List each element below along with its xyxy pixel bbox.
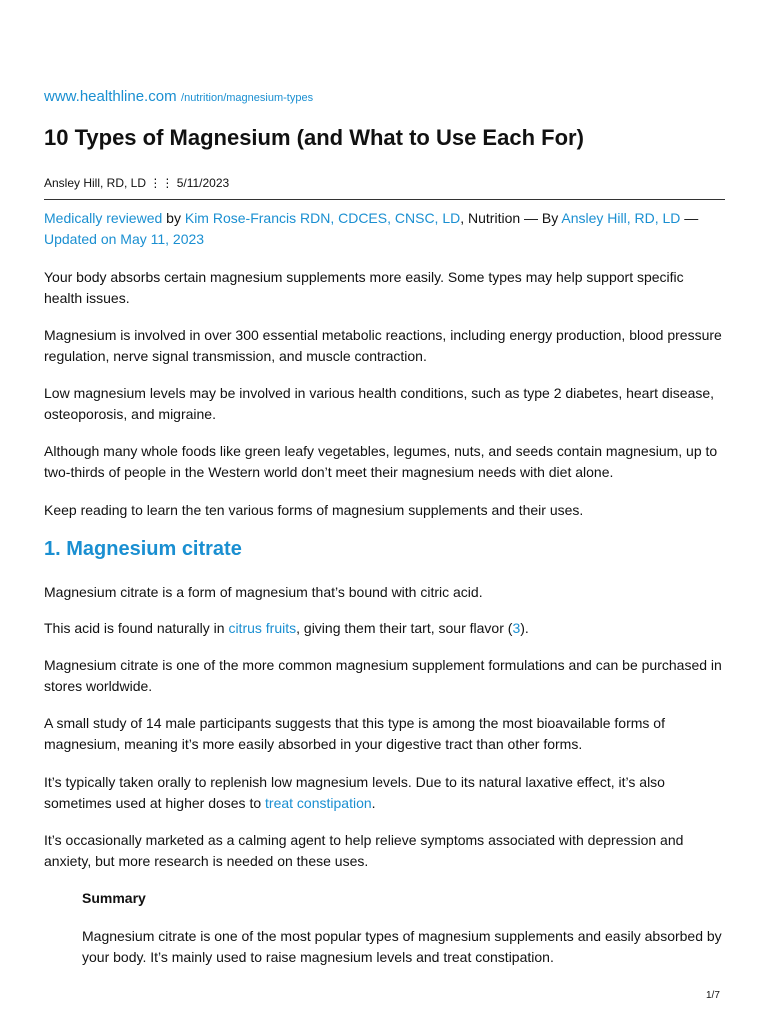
p2-text-mid: , giving them their tart, sour flavor ( (296, 620, 513, 636)
section-paragraph: Magnesium citrate is a form of magnesium that’s bound with citric acid. (44, 584, 483, 600)
article-title: 10 Types of Magnesium (and What to Use Each For) (44, 125, 584, 150)
citrus-fruits-link[interactable]: citrus fruits (228, 620, 297, 636)
p5-text-before: It’s typically taken orally to replenish low magnesium levels. Due to its natural laxative effect, it’s also sometimes used at higher doses to (44, 774, 665, 811)
updated-link[interactable]: Updated on May 11, 2023 (44, 231, 205, 247)
path-link[interactable]: /nutrition/magnesium-types (181, 92, 314, 104)
byline-by: by (162, 210, 185, 226)
source-url (44, 88, 313, 106)
intro-paragraph: Although many whole foods like green leafy vegetables, legumes, nuts, and seeds contain magnesium, up to two-thirds of people in the Western world don’t meet their magnesium needs with diet alone. (44, 443, 718, 480)
byline (44, 208, 725, 250)
section-paragraph: A small study of 14 male participants suggests that this type is among the most bioavailable forms of magnesium, meaning it’s more easily absorbed in your digestive tract than other forms. (44, 715, 665, 752)
p2-text-before: This acid is found naturally in (44, 620, 229, 636)
medically-reviewed-link[interactable]: Medically reviewed (44, 210, 163, 226)
p5-text-after: . (371, 795, 376, 811)
intro-paragraph: Keep reading to learn the ten various forms of magnesium supplements and their uses. (44, 502, 584, 518)
author-link[interactable]: Ansley Hill, RD, LD (561, 210, 681, 226)
reviewer-link[interactable]: Kim Rose-Francis RDN, CDCES, CNSC, LD (184, 210, 461, 226)
byline-dash: — (680, 210, 699, 226)
reference-link[interactable]: 3 (512, 620, 521, 636)
page-number: 1/7 (706, 990, 720, 1001)
summary-title: Summary (82, 890, 146, 906)
author-date-line: Ansley Hill, RD, LD ⋮⋮ 5/11/2023 (44, 176, 230, 190)
header-divider (44, 199, 725, 200)
domain-link[interactable]: www.healthline.com (44, 88, 177, 105)
summary-text: Magnesium citrate is one of the most popular types of magnesium supplements and easily absorbed by your body. It’s mainly used to raise magnesium levels and treat constipation. (82, 928, 722, 965)
treat-constipation-link[interactable]: treat constipation (265, 795, 372, 811)
section-paragraph (44, 618, 725, 639)
byline-mid: , Nutrition — By (460, 210, 562, 226)
intro-paragraph: Magnesium is involved in over 300 essential metabolic reactions, including energy production, blood pressure regulation, nerve signal transmission, and muscle contraction. (44, 327, 722, 364)
intro-paragraph: Your body absorbs certain magnesium supplements more easily. Some types may help support specific health issues. (44, 269, 684, 306)
section-heading: 1. Magnesium citrate (44, 538, 242, 560)
section-paragraph (44, 772, 725, 814)
intro-paragraph: Low magnesium levels may be involved in various health conditions, such as type 2 diabetes, heart disease, osteoporosis, and migraine. (44, 385, 715, 422)
section-paragraph: It’s occasionally marketed as a calming agent to help relieve symptoms associated with depression and anxiety, but more research is needed on these uses. (44, 832, 684, 869)
section-paragraph: Magnesium citrate is one of the more common magnesium supplement formulations and can be purchased in stores worldwide. (44, 657, 722, 694)
p2-text-after: ). (520, 620, 529, 636)
